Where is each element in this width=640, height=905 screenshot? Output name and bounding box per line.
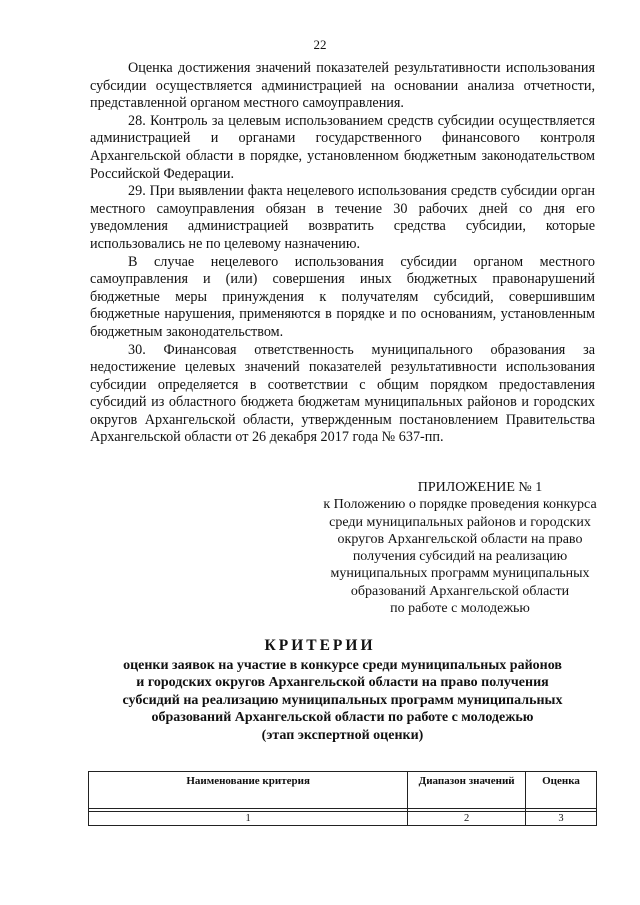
appendix-line: получения субсидий на реализацию	[352, 549, 568, 565]
column-number: 1	[89, 812, 408, 826]
appendix-line: муниципальных программ муниципальных	[330, 566, 590, 582]
column-number: 3	[526, 812, 597, 826]
page-number: 22	[313, 37, 327, 52]
header-criterion-name: Наименование критерия	[89, 772, 408, 809]
criteria-subtitle-line: и городских округов Архангельской области на право получения	[136, 675, 549, 691]
appendix-line: среди муниципальных районов и городских	[329, 514, 591, 530]
table-header-row	[89, 772, 597, 809]
appendix-block	[300, 479, 620, 617]
criteria-table	[88, 771, 597, 826]
paragraph: 28. Контроль за целевым использованием средств субсидии осуществляется администрацией и органами государственного финансового контроля Архангельской области в порядке, установленном бюджетным законодательством Российской Федерации.	[90, 112, 595, 182]
appendix-line: округов Архангельской области на право	[337, 531, 583, 547]
criteria-subtitle-line: образований Архангельской области по работе с молодежью	[151, 710, 534, 726]
header-value-range: Диапазон значений	[408, 772, 526, 809]
appendix-line: к Положению о порядке проведения конкурса	[323, 497, 597, 513]
appendix-title: ПРИЛОЖЕНИЕ № 1	[417, 480, 543, 495]
header-score: Оценка	[526, 772, 597, 809]
paragraph: 29. При выявлении факта нецелевого использования средств субсидии орган местного самоуправления обязан в течение 30 рабочих дней со дня его уведомления администрацией возвратить средства субсидии, которые использовались не по целевому назначению.	[90, 183, 595, 252]
column-number: 2	[408, 812, 526, 826]
criteria-subtitle	[90, 657, 595, 744]
criteria-subtitle-line: (этап экспертной оценки)	[261, 727, 424, 743]
criteria-subtitle-line: оценки заявок на участие в конкурсе среди муниципальных районов	[123, 658, 562, 673]
appendix-line: по работе с молодежью	[390, 601, 530, 617]
paragraph: 30. Финансовая ответственность муниципального образования за недостижение целевых значений показателей результативности использования субсидии определяется в соответствии с общим порядком предоставления субсидий из областного бюджета бюджетам муниципальных районов и городских округов Архангельской области, утвержденным постановлением Правительства Архангельской области от 26 декабря 2017 года № 637-пп.	[90, 341, 595, 446]
appendix-line: образований Архангельской области	[350, 583, 570, 599]
paragraph: Оценка достижения значений показателей результативности использования субсидии осуществляется администрацией на основании анализа отчетности, представленной органом местного самоуправления.	[90, 60, 595, 112]
criteria-subtitle-line: субсидий на реализацию муниципальных программ муниципальных	[122, 692, 563, 708]
criteria-title: КРИТЕРИИ	[264, 637, 376, 654]
table-number-row	[89, 812, 597, 826]
paragraph: В случае нецелевого использования субсидии органом местного самоуправления и (или) совершения иных бюджетных правонарушений бюджетные меры принуждения к получателям субсидий, совершившим бюджетные нарушения, применяются в порядке и по основаниям, установленным бюджетным законодательством.	[90, 253, 595, 340]
body-text	[90, 60, 595, 447]
